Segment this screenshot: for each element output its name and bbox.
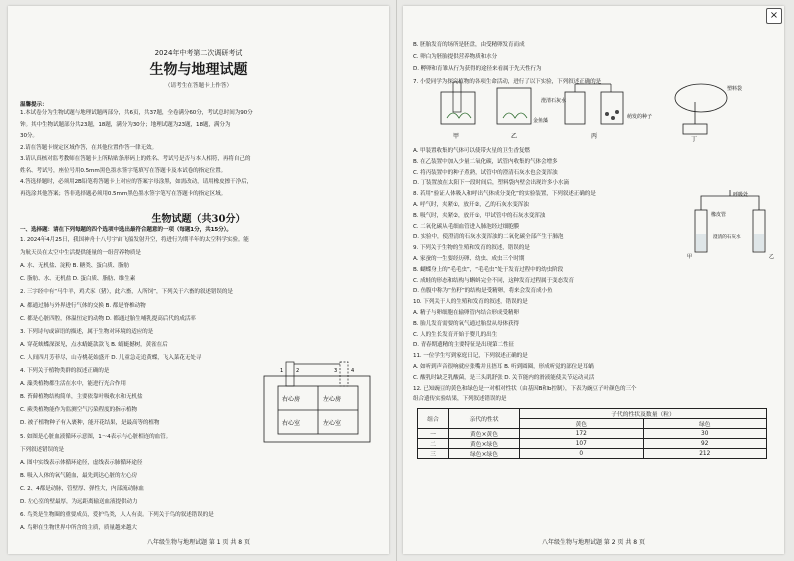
left-page	[8, 6, 389, 554]
question-line: A. 鸟卵在生物世界中所含的主质，质量越来越大	[20, 525, 137, 532]
tip-line: 钟。其中生物试题部分共23题，18题，满分为30分；地理试题为23题，18题，满分为	[20, 121, 231, 128]
question-line: A. 水、无机盐、淀粉 B. 糖类、蛋白质、脂肪	[20, 263, 130, 270]
question-line: C. 2、4都是动脉，管壁厚、弹性大，内部流动脉血	[20, 485, 144, 492]
question-line: 8. 若用“验证人体吸入和呼出气体成分变化”的实验装置，下列叙述正确的是	[413, 191, 596, 198]
table-cell: 92	[643, 439, 767, 449]
question-line: C. 将丙装置中的种子煮熟，试管中的澄清石灰水也会变浑浊	[413, 169, 558, 176]
table-header: 组合	[418, 409, 449, 429]
table-row	[418, 449, 767, 459]
question-line: C. 蕨类植物能作为监测空气污染程度的指示植物	[20, 407, 138, 414]
tip-line: 2.请在答题卡规定区域作答，在其他位置作答一律无效。	[20, 144, 157, 151]
question-line: 3. 下列诗句或谚语的描述，属于生物对环境的适应的是	[20, 328, 154, 335]
fig8-label-mouth: 呼吸处	[733, 192, 749, 198]
question-line: D. 青春期遗精的主要特征是出现第二性征	[413, 342, 514, 349]
heart-label-la: 左心房	[323, 396, 342, 403]
table-cell: 黄色×绿色	[449, 439, 520, 449]
heart-label-rv: 右心室	[282, 420, 301, 427]
answer-note: （请考生在答题卡上作答）	[164, 83, 233, 89]
heart-circulation-diagram	[256, 358, 378, 450]
tip-line: 30分。	[20, 133, 38, 139]
question-line: 2. 三字经中有“马牛羊，鸡犬豕（猪），此六畜，人所饲”，下列关于六畜的叙述错误的是	[20, 289, 233, 296]
page-footer: 八年级生物与地理试题 第 2 页 共 8 页	[541, 539, 646, 546]
question-line: B. 吸入人体的氧气随血，最先到达心脏的左心房	[20, 472, 137, 479]
fig-label-bag: 塑料袋	[727, 86, 743, 92]
question-line: A. 如听到声音很响就应张嘴并且捂耳 B. 听到圆圈，形成听觉的部位是耳蜗	[413, 364, 594, 370]
question-line: 为航天员在太空中生活提供能量的一组营养物质是	[20, 250, 141, 257]
question-line: 9. 下列关于生物的生殖和发育的叙述，错误的是	[413, 245, 530, 252]
question-line: A. 甲装置收集的气体可以使带火星的卫生香复燃	[413, 148, 530, 154]
right-page	[403, 6, 784, 554]
table-header: 绿色	[643, 419, 767, 429]
exam-title: 2024年中考第二次调研考试	[154, 49, 243, 57]
question-line: B. 吸气时，夹紧②，放开①，甲试管中的石灰水变浑浊	[413, 212, 546, 219]
question-line: C. 人的生长发育开始于婴儿的出生	[413, 331, 498, 338]
question-line: D. 丁装置放在太阳下一段时间后，塑料袋内壁会出现许多小水滴	[413, 180, 569, 187]
question-line: B. 蝴蝶身上的“毛毛虫”，“毛毛虫”处于发育过程中的幼虫阶段	[413, 266, 564, 273]
question-line: 4. 下列关于植物类群的叙述正确的是	[20, 368, 110, 374]
fig8-label-tube: 橡皮管	[711, 212, 727, 218]
center-fold	[396, 0, 397, 561]
question-line: 组合遗传实验结果，下列叙述错误的是	[413, 396, 507, 403]
vessel-number: 4	[351, 368, 355, 374]
fig-label-b: 乙	[511, 133, 518, 140]
table-cell: 107	[520, 439, 644, 449]
table-row	[418, 429, 767, 439]
fig-label-seeds: 萌发的种子	[627, 114, 653, 120]
table-cell: 黄色×黄色	[449, 429, 520, 439]
question-line: B. 胚胎发育的场所是胚盘，由受精卵发育而成	[413, 42, 525, 48]
question-line: C. 成蛙的形态和结构与蝌蚪完全不同，这种发育过程属于变态发育	[413, 277, 574, 284]
vessel-number: 3	[334, 368, 338, 374]
table-cell: 二	[418, 439, 449, 449]
tip-line: 再选涂其他答案；答非选择题必须用0.5mm黑色墨水签字笔写在答题卡的指定区域。	[20, 190, 227, 197]
genetics-table	[417, 408, 767, 459]
fig-label-elodea: 金鱼藻	[533, 118, 549, 124]
question-line: B. 在乙装置中加入少量二氧化碳，试管内收集的气体会增多	[413, 158, 558, 165]
question-line: D. 实验中，使澄清的石灰水变浑浊的二氧化碳全部产生于肺泡	[413, 234, 564, 241]
question-line: C. 都是心脏四腔，体温恒定的动物 D. 都通过胎生哺乳提高后代的成活率	[20, 315, 196, 322]
question-line: C. 脂肪、水、无机盐 D. 蛋白质、脂肪、维生素	[20, 276, 136, 283]
question-line: 下列叙述错误的是	[20, 446, 64, 453]
question-line: 6. 鸟类是生物圈的重要成员，爱护鸟类，人人有责。下列关于鸟的叙述错误的是	[20, 512, 214, 519]
table-cell: 172	[520, 429, 644, 439]
table-header: 亲代的性状	[449, 409, 520, 429]
question-line: A. 家蚕的一生要经历卵、幼虫、成虫三个时期	[413, 256, 525, 262]
question-line: 12. 已知豌豆的黄色和绿色是一对相对性状（由基因B和b控制），下表为豌豆子叶颜色的三个	[413, 385, 637, 392]
question-line: D. 孵卵和育雏从行为获得的途径来看属于先天性行为	[413, 66, 542, 73]
question-line: B. 胎儿发育需要的氧气通过胎盘从母体获得	[413, 320, 519, 327]
tip-line: 姓名、考试号，座位号用0.5mm黑色墨水签字笔填写在答题卡及本试卷的指定位置。	[20, 167, 227, 174]
table-header: 黄色	[520, 419, 644, 429]
question-line: A. 都通过肺与外界进行气体的交换 B. 都是脊椎动物	[20, 302, 146, 309]
tip-line: 1.本试卷分为生物试题与地理试题两部分，共6页，共37题，全卷满分60分，考试总时间为90分	[20, 110, 253, 116]
question-line: B. 苔藓植物结构简单，主要依靠叶吸收水和无机盐	[20, 394, 143, 401]
vessel-number: 1	[280, 368, 284, 374]
question-line: C. 人间四月芳菲尽，山寺桃花始盛开 D. 儿童急走追黄蝶，飞入菜花无处寻	[20, 354, 202, 361]
question-line: D. 左心室的壁最厚，为远距离输送血液提供动力	[20, 499, 138, 505]
table-cell: 三	[418, 449, 449, 459]
table-cell: 0	[520, 449, 644, 459]
heart-label-ra: 右心房	[282, 396, 301, 403]
fig-label-limewater: 澄清石灰水	[541, 98, 567, 104]
question-line: 10. 下列关于人的生殖和发育的叙述，错误的是	[413, 299, 528, 306]
fig8-label-jia: 甲	[687, 254, 693, 260]
question-line: A. 呼气时，夹紧①，放开②，乙的石灰水变浑浊	[413, 202, 529, 208]
table-cell: 30	[643, 429, 767, 439]
fig-label-a: 甲	[453, 133, 460, 140]
table-cell: 绿色×绿色	[449, 449, 520, 459]
main-title: 生物与地理试题	[149, 62, 248, 78]
question-line: D. 被子植物种子有入裹种，能开花结果，是最高等的植物	[20, 420, 160, 427]
vessel-number: 2	[296, 368, 300, 374]
question-line: A. 穿花蛱蝶深深见，点水蜻蜓款款飞 B. 蜻蜓撼树，黄雀在后	[20, 341, 168, 348]
part1-heading: 一、选择题：请在下列每题的四个选项中选出最符合题意的一项（每题1分，共15分）。	[20, 227, 232, 233]
table-header: 子代的性状及数量（粒）	[520, 409, 767, 419]
question-line: 1. 2024年4月25日，我国神舟十八号宇宙飞船发射升空，将进行为期半年的太空科学实验。能	[20, 237, 249, 243]
question-line: C. 二氧化碳从毛细血管进入肺泡经过细胞膜	[413, 223, 520, 230]
tip-line: 4.答选择题时，必须用2B铅笔将答题卡上对应的答案字母涂黑，如需改动，请用橡皮擦干净后，	[20, 179, 253, 185]
tip-line: 3.请认真核对监考教师在答题卡上所粘贴条形码上的姓名、考试号是否与本人相符，再将自己的	[20, 156, 251, 162]
tips-heading: 温馨提示：	[20, 102, 48, 108]
experiment-figure-q7	[433, 78, 763, 142]
table-cell: 212	[643, 449, 767, 459]
breathing-apparatus-figure	[683, 190, 779, 260]
question-line: A. 图中实线表示体循环途径，虚线表示肺循环途径	[20, 459, 143, 466]
question-line: D. 鱼腹中称为“鱼籽”的结构是受精卵，将来会发育成小鱼	[413, 288, 553, 295]
close-icon: ×	[766, 8, 782, 24]
question-line: A. 藻类植物都生活在水中，能进行光合作用	[20, 381, 126, 388]
fig8-label-limewater: 澄清的石灰水	[713, 235, 741, 240]
question-line: 11. 一位学生写到家庭日记，下列叙述正确的是	[413, 353, 528, 360]
fig-label-d: 丁	[691, 136, 698, 142]
question-line: C. 酸乳时缺乏乳酸菌，是三头肌舒张 D. 关节能内的滑液能使关节运动灵活	[413, 374, 595, 381]
heart-label-lv: 左心室	[323, 420, 342, 427]
page-footer: 八年级生物与地理试题 第 1 页 共 8 页	[146, 539, 251, 546]
fig-label-c: 丙	[591, 133, 598, 140]
question-line: A. 精子与卵细胞在输卵管内结合形成受精卵	[413, 310, 519, 316]
section-title: 生物试题（共30分）	[151, 214, 246, 225]
table-cell: 一	[418, 429, 449, 439]
question-line: 5. 如图是心脏血液循环示意图，1～4表示与心脏相连的血管。	[20, 433, 172, 440]
fig8-label-yi: 乙	[769, 254, 775, 260]
table-row	[418, 439, 767, 449]
question-line: 7. 小爱同学为探究植物的各项生命活动，进行了以下实验，下列叙述正确的是	[413, 78, 602, 85]
question-line: C. 卵白为胚胎提供营养物质和水分	[413, 54, 498, 61]
